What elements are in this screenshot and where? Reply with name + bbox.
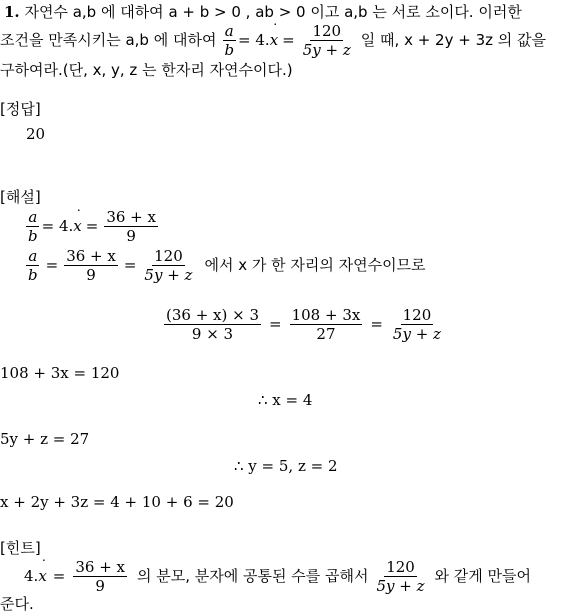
- fraction-120-over-5y-z: [375, 559, 427, 594]
- therefore-yz: ∴ y = 5, z = 2: [234, 457, 338, 475]
- hint-line: [24, 554, 531, 598]
- fraction-numerator: a: [28, 246, 38, 265]
- fraction-numerator: 120: [154, 246, 183, 265]
- eq-mid: = 4.: [41, 217, 74, 235]
- problem-text-2-post: 일 때, x + 2y + 3z 의 값을: [360, 31, 546, 49]
- repeating-x: x ˙: [270, 30, 278, 50]
- fraction-numerator: 36 + x: [75, 557, 126, 576]
- fraction-denominator: 9: [126, 226, 136, 245]
- fraction-numerator: 120: [402, 305, 432, 324]
- solution-big-eq: [162, 302, 445, 346]
- fraction-36x-over-9: [73, 559, 127, 594]
- fraction-120-over-5y-z: [142, 248, 194, 283]
- fraction-denominator: b: [28, 226, 38, 245]
- problem-line-1: [4, 2, 522, 22]
- problem-text-2-pre: 조건을 만족시키는 a,b 에 대하여: [0, 31, 217, 49]
- fraction-denominator: 5y + z: [392, 324, 441, 343]
- equation-108: 108 + 3x = 120: [0, 364, 120, 382]
- fraction-numerator: a: [28, 207, 38, 226]
- hint-prefix: 4.: [24, 567, 39, 585]
- final-equation: x + 2y + 3z = 4 + 10 + 6 = 20: [0, 493, 234, 511]
- fraction-denominator: 9: [86, 265, 96, 284]
- problem-number: 1.: [4, 3, 20, 21]
- problem-line-2: [0, 20, 546, 60]
- fraction-a-over-b: [222, 23, 236, 58]
- fraction-numerator: 36 + x: [66, 246, 116, 265]
- hint-text-mid: 의 분모, 분자에 공통된 수를 곱해서: [137, 567, 369, 585]
- equals: =: [45, 256, 59, 274]
- solution-eq-1: [24, 206, 160, 246]
- fraction-denominator: 5y + z: [144, 265, 193, 284]
- fraction-denominator: 27: [316, 324, 336, 343]
- hint-text-post: 와 같게 만들어: [434, 567, 532, 585]
- problem-line-3: 구하여라.(단, x, y, z 는 한자리 자연수이다.): [0, 61, 293, 79]
- hint-last-line: 준다.: [0, 595, 34, 613]
- equals: =: [282, 31, 295, 49]
- problem-text-1: 자연수 a,b 에 대하여 a + b > 0 , ab > 0 이고 a,b 는 서로 소이다. 이러한: [24, 3, 522, 21]
- fraction-numerator: 36 + x: [106, 207, 156, 226]
- fraction-denominator: b: [28, 265, 38, 284]
- equals: =: [123, 256, 137, 274]
- solution-text: 에서 x 가 한 자리의 자연수이므로: [204, 256, 426, 274]
- fraction-numerator: 120: [312, 21, 342, 40]
- fraction-a-over-b: [26, 209, 40, 244]
- fraction-denominator: 5y + z: [302, 40, 351, 59]
- fraction-numerator: 108 + 3x: [291, 305, 361, 324]
- fraction-36x-over-9: [104, 209, 158, 244]
- fraction-denominator: 9 × 3: [191, 324, 234, 343]
- fraction-36x-over-9: [64, 248, 118, 283]
- equals: =: [370, 315, 383, 333]
- solution-eq-2: [24, 244, 426, 286]
- answer-label: [정답]: [0, 100, 41, 118]
- fraction-108-3x-over-27: [290, 307, 363, 342]
- repeating-x: x ˙: [38, 566, 46, 586]
- fraction-denominator: b: [224, 40, 235, 59]
- fraction-a-over-b: [26, 248, 40, 283]
- fraction-denominator: 5y + z: [376, 576, 425, 595]
- fraction-numerator: 120: [386, 557, 415, 576]
- equation-5y: 5y + z = 27: [0, 430, 90, 448]
- equals: =: [269, 315, 282, 333]
- solution-label: [해설]: [0, 188, 41, 206]
- hint-label: [힌트]: [0, 539, 41, 557]
- fraction-numerator: (36 + x) × 3: [166, 305, 260, 324]
- eq-mid: = 4.: [238, 31, 270, 49]
- equals: =: [52, 567, 66, 585]
- answer-value: 20: [26, 125, 46, 143]
- repeating-x: x ˙: [73, 216, 81, 236]
- therefore-x: ∴ x = 4: [258, 391, 313, 409]
- fraction-120-over-5y-z: [301, 23, 353, 58]
- fraction-36x-times-3: [164, 307, 261, 342]
- fraction-120-over-5y-z: [391, 307, 443, 342]
- fraction-denominator: 9: [95, 576, 105, 595]
- equals: =: [85, 217, 99, 235]
- fraction-numerator: a: [224, 21, 234, 40]
